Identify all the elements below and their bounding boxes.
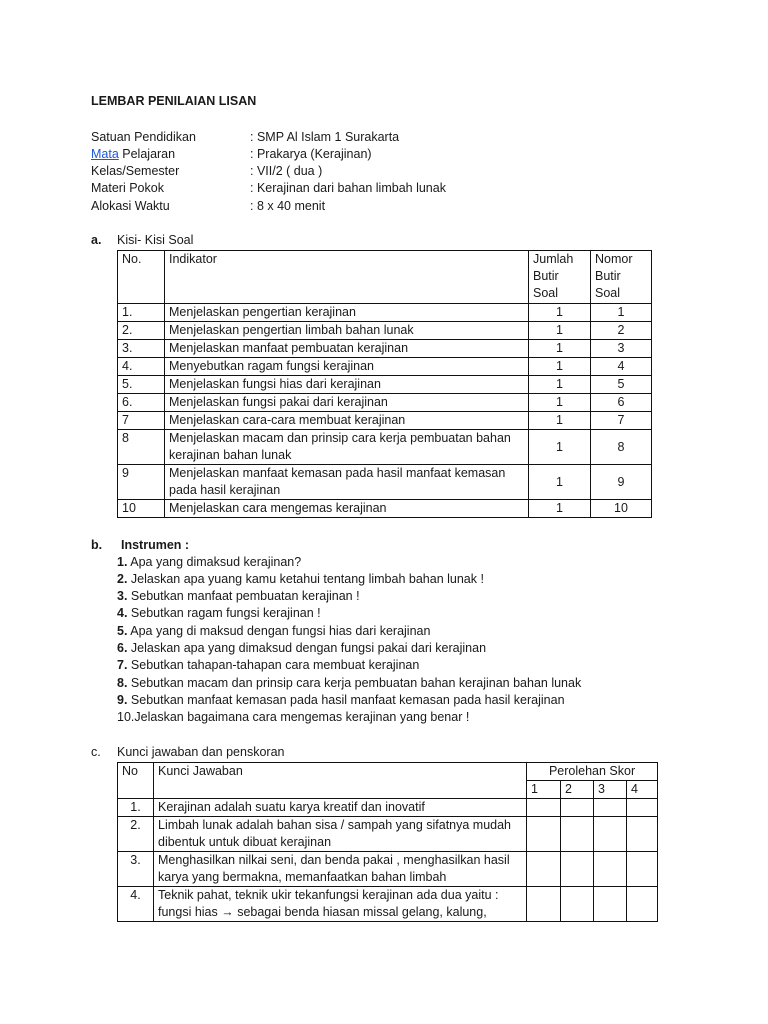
row-nomor: 6 — [591, 394, 652, 412]
section-a-letter: a. — [91, 233, 102, 247]
row-kunci: Teknik pahat, teknik ukir tekanfungsi kerajinan ada dua yaitu : fungsi hias → sebagai benda hiasan missal gelang, kalung, — [154, 887, 527, 922]
row-indikator: Menjelaskan macam dan prinsip cara kerja pembuatan bahan kerajinan bahan lunak — [165, 430, 529, 465]
instr-text: Jelaskan apa yang dimaksud dengan fungsi pakai dari kerajinan — [130, 641, 487, 655]
table-row — [118, 376, 652, 394]
score-cell[interactable] — [627, 887, 658, 922]
row-no: 1. — [118, 799, 154, 817]
list-item — [117, 658, 419, 672]
table-row — [118, 412, 652, 430]
row-kunci: Limbah lunak adalah bahan sisa / sampah yang sifatnya mudah dibentuk untuk dibuat kerajinan — [154, 817, 527, 852]
instr-num: 8. — [117, 676, 128, 690]
list-item — [117, 710, 469, 724]
score-cell[interactable] — [561, 799, 594, 817]
header-score-2: 2 — [561, 781, 594, 799]
score-cell[interactable] — [594, 799, 627, 817]
score-cell[interactable] — [594, 887, 627, 922]
row-no: 2. — [118, 322, 165, 340]
score-cell[interactable] — [627, 799, 658, 817]
table-row — [118, 500, 652, 518]
row-indikator: Menjelaskan cara mengemas kerajinan — [165, 500, 529, 518]
row-no: 2. — [118, 817, 154, 852]
table-header-row — [118, 251, 652, 304]
table-row — [118, 322, 652, 340]
score-cell[interactable] — [594, 817, 627, 852]
row-indikator: Menjelaskan cara-cara membuat kerajinan — [165, 412, 529, 430]
instr-num: 10. — [117, 710, 135, 724]
instr-text: Jelaskan apa yuang kamu ketahui tentang limbah bahan lunak ! — [130, 572, 484, 586]
row-no: 1. — [118, 304, 165, 322]
instr-num: 9. — [117, 693, 128, 707]
row-nomor: 1 — [591, 304, 652, 322]
header-nomor: Nomor Butir Soal — [591, 251, 652, 304]
score-cell[interactable] — [561, 852, 594, 887]
row-indikator: Menyebutkan ragam fungsi kerajinan — [165, 358, 529, 376]
row-no: 9 — [118, 465, 165, 500]
row-jumlah: 1 — [529, 376, 591, 394]
score-cell[interactable] — [561, 817, 594, 852]
row-nomor: 5 — [591, 376, 652, 394]
row-nomor: 2 — [591, 322, 652, 340]
info-value-satuan: : SMP Al Islam 1 Surakarta — [250, 130, 400, 144]
row-nomor: 4 — [591, 358, 652, 376]
info-value-materi: : Kerajinan dari bahan limbah lunak — [250, 181, 446, 195]
section-c-letter: c. — [91, 745, 101, 759]
row-indikator: Menjelaskan fungsi hias dari kerajinan — [165, 376, 529, 394]
list-item — [117, 555, 301, 569]
table-row — [118, 394, 652, 412]
instr-num: 7. — [117, 658, 128, 672]
row-jumlah: 1 — [529, 430, 591, 465]
row-nomor: 3 — [591, 340, 652, 358]
table-header-row — [118, 763, 658, 781]
info-value-mapel: : Prakarya (Kerajinan) — [250, 147, 372, 161]
info-label-kelas: Kelas/Semester — [91, 164, 180, 178]
row-indikator: Menjelaskan pengertian kerajinan — [165, 304, 529, 322]
score-cell[interactable] — [527, 799, 561, 817]
list-item — [117, 589, 360, 603]
score-cell[interactable] — [627, 852, 658, 887]
section-b-letter: b. — [91, 538, 103, 552]
section-b-title: Instrumen : — [121, 538, 190, 552]
info-value-kelas: : VII/2 ( dua ) — [250, 164, 323, 178]
row-indikator: Menjelaskan manfaat pembuatan kerajinan — [165, 340, 529, 358]
instr-text: Sebutkan manfaat pembuatan kerajinan ! — [130, 589, 360, 603]
header-jumlah: Jumlah Butir Soal — [529, 251, 591, 304]
row-jumlah: 1 — [529, 500, 591, 518]
row-jumlah: 1 — [529, 465, 591, 500]
instr-text: Sebutkan ragam fungsi kerajinan ! — [130, 606, 321, 620]
list-item — [117, 641, 486, 655]
list-item — [117, 606, 321, 620]
row-no: 5. — [118, 376, 165, 394]
header-no: No — [118, 763, 154, 799]
mata-link[interactable]: Mata — [91, 147, 119, 161]
table-row — [118, 358, 652, 376]
header-indikator: Indikator — [165, 251, 529, 304]
row-no: 7 — [118, 412, 165, 430]
instr-text: Sebutkan macam dan prinsip cara kerja pembuatan bahan kerajinan bahan lunak — [130, 676, 582, 690]
info-label-mapel — [91, 147, 175, 161]
row-nomor: 9 — [591, 465, 652, 500]
row-jumlah: 1 — [529, 304, 591, 322]
row-nomor: 7 — [591, 412, 652, 430]
row-indikator: Menjelaskan manfaat kemasan pada hasil manfaat kemasan pada hasil kerajinan — [165, 465, 529, 500]
list-item — [117, 676, 581, 690]
header-perolehan-skor: Perolehan Skor — [527, 763, 658, 781]
row-no: 4. — [118, 358, 165, 376]
instr-num: 6. — [117, 641, 128, 655]
row-indikator: Menjelaskan fungsi pakai dari kerajinan — [165, 394, 529, 412]
table-row — [118, 817, 658, 852]
row-indikator: Menjelaskan pengertian limbah bahan lunak — [165, 322, 529, 340]
table-row — [118, 799, 658, 817]
info-label-alokasi: Alokasi Waktu — [91, 199, 170, 213]
score-cell[interactable] — [527, 817, 561, 852]
info-label-mapel-text: Pelajaran — [118, 147, 176, 161]
row-jumlah: 1 — [529, 412, 591, 430]
instr-num: 3. — [117, 589, 128, 603]
section-c-title: Kunci jawaban dan penskoran — [117, 745, 285, 759]
instr-text: Apa yang di maksud dengan fungsi hias dari kerajinan — [130, 624, 431, 638]
list-item — [117, 693, 565, 707]
row-no: 3. — [118, 852, 154, 887]
row-jumlah: 1 — [529, 358, 591, 376]
kunci-jawaban-table — [117, 762, 658, 922]
instr-text: Jelaskan bagaimana cara mengemas kerajinan yang benar ! — [134, 710, 470, 724]
header-no: No. — [118, 251, 165, 304]
score-cell[interactable] — [594, 852, 627, 887]
row-jumlah: 1 — [529, 340, 591, 358]
kisi-kisi-table — [117, 250, 652, 518]
instr-num: 4. — [117, 606, 128, 620]
table-row — [118, 852, 658, 887]
instr-num: 2. — [117, 572, 128, 586]
score-cell[interactable] — [561, 887, 594, 922]
row-kunci: Menghasilkan nilkai seni, dan benda pakai , menghasilkan hasil karya yang bermakna, memanfaatkan bahan limbah — [154, 852, 527, 887]
score-cell[interactable] — [527, 887, 561, 922]
row-jumlah: 1 — [529, 322, 591, 340]
header-score-4: 4 — [627, 781, 658, 799]
table-row — [118, 430, 652, 465]
instr-num: 1. — [117, 555, 128, 569]
row-nomor: 10 — [591, 500, 652, 518]
info-label-satuan: Satuan Pendidikan — [91, 130, 196, 144]
score-cell[interactable] — [627, 817, 658, 852]
row-no: 3. — [118, 340, 165, 358]
list-item — [117, 624, 430, 638]
row-kunci: Kerajinan adalah suatu karya kreatif dan inovatif — [154, 799, 527, 817]
header-kunci: Kunci Jawaban — [154, 763, 527, 799]
row-no: 6. — [118, 394, 165, 412]
table-row — [118, 465, 652, 500]
table-row — [118, 304, 652, 322]
instr-text: Apa yang dimaksud kerajinan? — [130, 555, 302, 569]
table-row — [118, 340, 652, 358]
row-no: 10 — [118, 500, 165, 518]
instr-text: Sebutkan tahapan-tahapan cara membuat kerajinan — [130, 658, 420, 672]
instr-text: Sebutkan manfaat kemasan pada hasil manfaat kemasan pada hasil kerajinan — [130, 693, 565, 707]
list-item — [117, 572, 484, 586]
info-label-materi: Materi Pokok — [91, 181, 164, 195]
header-score-3: 3 — [594, 781, 627, 799]
score-cell[interactable] — [527, 852, 561, 887]
info-value-alokasi: : 8 x 40 menit — [250, 199, 326, 213]
row-no: 4. — [118, 887, 154, 922]
row-jumlah: 1 — [529, 394, 591, 412]
header-score-1: 1 — [527, 781, 561, 799]
table-row — [118, 887, 658, 922]
row-no: 8 — [118, 430, 165, 465]
document-title: LEMBAR PENILAIAN LISAN — [91, 94, 257, 108]
section-a-title: Kisi- Kisi Soal — [117, 233, 194, 247]
instr-num: 5. — [117, 624, 128, 638]
row-nomor: 8 — [591, 430, 652, 465]
